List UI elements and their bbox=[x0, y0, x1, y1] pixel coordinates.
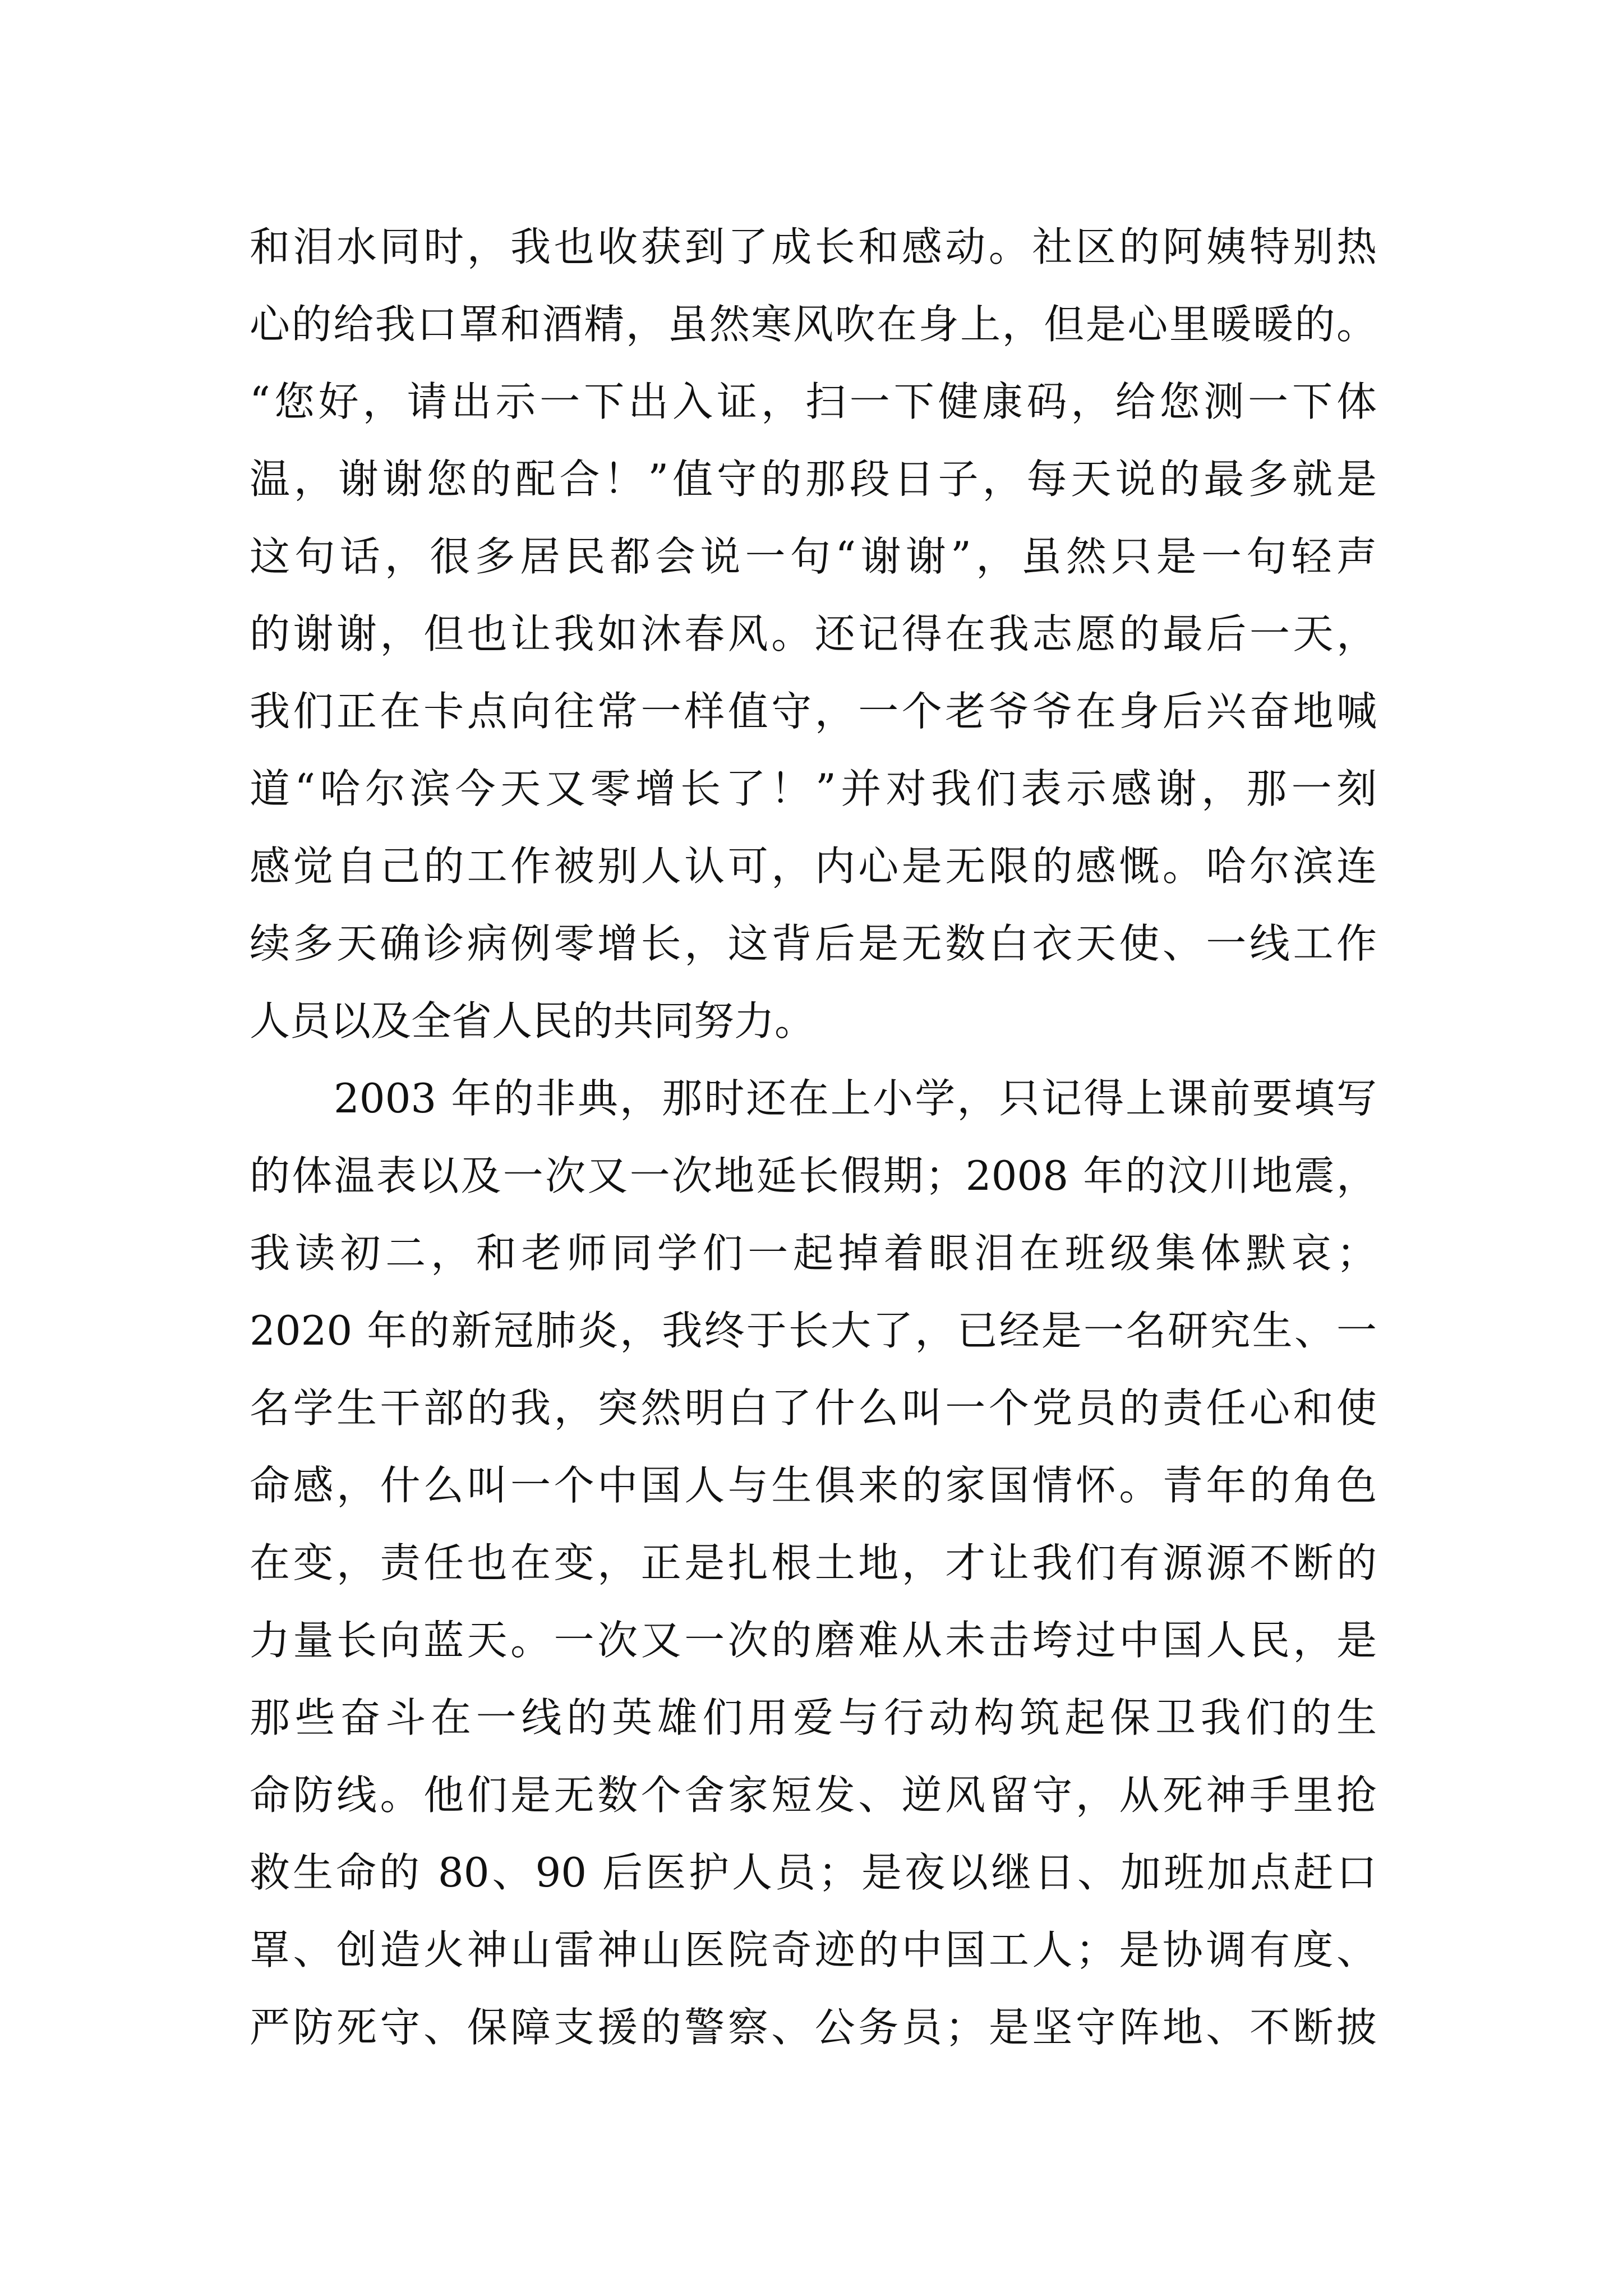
text-line: 力量长向蓝天。一次又一次的磨难从未击垮过中国人民，是 bbox=[250, 1617, 1377, 1664]
text-line: 我们正在卡点向往常一样值守，一个老爷爷在身后兴奋地喊 bbox=[250, 688, 1377, 735]
text-line: 我读初二，和老师同学们一起掉着眼泪在班级集体默哀； bbox=[250, 1230, 1377, 1277]
text-line: 的谢谢，但也让我如沐春风。还记得在我志愿的最后一天， bbox=[250, 610, 1377, 657]
text-line: 和泪水同时，我也收获到了成长和感动。社区的阿姨特别热 bbox=[250, 223, 1377, 270]
text-line: 在变，责任也在变，正是扎根土地，才让我们有源源不断的 bbox=[250, 1539, 1377, 1586]
text-line: 罩、创造火神山雷神山医院奇迹的中国工人；是协调有度、 bbox=[250, 1926, 1377, 1973]
text-line: “您好，请出示一下出入证，扫一下健康码，给您测一下体 bbox=[250, 378, 1377, 425]
text-line: 那些奋斗在一线的英雄们用爱与行动构筑起保卫我们的生 bbox=[250, 1694, 1377, 1741]
text-line: 严防死守、保障支援的警察、公务员；是坚守阵地、不断披 bbox=[250, 2004, 1377, 2051]
text-line: 温，谢谢您的配合！”值守的那段日子，每天说的最多就是 bbox=[250, 455, 1377, 503]
text-line: 心的给我口罩和酒精，虽然寒风吹在身上，但是心里暖暖的。 bbox=[250, 301, 1377, 348]
text-line: 这句话，很多居民都会说一句“谢谢”，虽然只是一句轻声 bbox=[250, 533, 1377, 580]
text-line: 续多天确诊病例零增长，这背后是无数白衣天使、一线工作 bbox=[250, 920, 1377, 967]
text-line: 命防线。他们是无数个舍家短发、逆风留守，从死神手里抢 bbox=[250, 1772, 1377, 1819]
paragraph-first-line: 2003 年的非典，那时还在上小学，只记得上课前要填写 bbox=[334, 1075, 1377, 1122]
text-line: 的体温表以及一次又一次地延长假期；2008 年的汶川地震， bbox=[250, 1152, 1377, 1199]
text-line: 救生命的 80、90 后医护人员；是夜以继日、加班加点赶口 bbox=[250, 1849, 1377, 1896]
text-line: 道“哈尔滨今天又零增长了！”并对我们表示感谢，那一刻 bbox=[250, 765, 1377, 812]
text-line: 命感，什么叫一个中国人与生俱来的家国情怀。青年的角色 bbox=[250, 1462, 1377, 1509]
text-line: 感觉自己的工作被别人认可，内心是无限的感慨。哈尔滨连 bbox=[250, 843, 1377, 890]
text-line: 人员以及全省人民的共同努力。 bbox=[250, 997, 815, 1045]
text-line: 2020 年的新冠肺炎，我终于长大了，已经是一名研究生、一 bbox=[250, 1307, 1377, 1354]
text-line: 名学生干部的我，突然明白了什么叫一个党员的责任心和使 bbox=[250, 1384, 1377, 1432]
